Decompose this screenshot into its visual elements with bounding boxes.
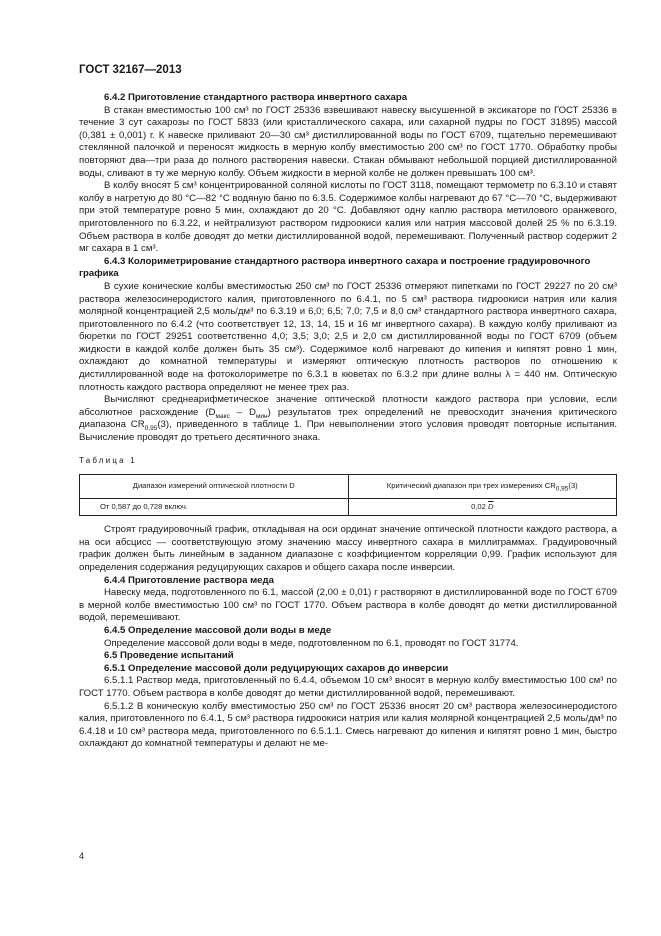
paragraph-6-4-5: Определение массовой доли воды в меде, подготовленном по 6.1, проводят по ГОСТ 31774.	[104, 637, 519, 649]
page-number: 4	[79, 851, 85, 861]
subscript-cr: 0,95	[144, 425, 158, 433]
page-header: ГОСТ 32167—2013	[79, 64, 182, 76]
subscript-cr-table: 0,95	[555, 485, 569, 493]
paragraph-6-4-3-c: Строят градуировочный график, откладывая на оси ординат значение оптической плотности каждого раствора, а на оси абсцисс — соответствующую этому значению массу инвертного сахара в миллиграммах. Градуировочный график должен быть линейным в заданном диапазоне с коэффициентом корреляции 0,99. График используют для определения содержания редуцирующих сахаров и общего сахара после инверсии.	[79, 524, 617, 573]
text-fragment: 0,02	[471, 501, 488, 511]
text-fragment: Вычисляют среднеарифметическое значение оптической плотности каждого раствора при условии, если абсолютное расхождение (D	[79, 394, 617, 418]
table-cell-critical	[348, 499, 617, 516]
paragraph-6-5-1-1: 6.5.1.1 Раствор меда, приготовленный по 6.4.4, объемом 10 см³ вносят в мерную колбу вместимостью 100 см³ по ГОСТ 1770. Объем раствора в колбе доводят до метки дистиллированной водой, перемешивают.	[79, 675, 617, 699]
section-title-6-4-3: 6.4.3 Колориметрирование стандартного раствора инвертного сахара и построение градуировочного графика	[79, 255, 591, 280]
section-title-6-5: 6.5 Проведение испытаний	[104, 650, 234, 662]
subscript-max: макс	[215, 412, 230, 420]
paragraph-6-4-4: Навеску меда, подготовленного по 6.1, массой (2,00 ± 0,01) г растворяют в дистиллированной воде по ГОСТ 6709 в мерной колбе вместимостью 100 см³ по ГОСТ 1770. Объем раствора в колбе доводят до метки дистиллированной водой, перемешивают.	[79, 587, 617, 624]
paragraph-6-4-3-b	[79, 394, 617, 444]
table-row	[80, 499, 617, 516]
paragraph-6-4-3-a: В сухие конические колбы вместимостью 250 см³ по ГОСТ 25336 отмеряют пипетками по ГОСТ 29227 по 20 см³ раствора железосинеродистого калия, приготовленного по 6.4.1, по 5 см³ раствора гидроокиси натрия или калия молярной концентрацией 2,5 моль/дм³ по 6.3.19 и 6,0; 6,5; 7,0; 7,5 и 8,0 см³ стандартного раствора инвертного сахара, приготовленного по 6.4.2 (что соответствует 12, 13, 14, 15 и 16 мг инвертного сахара). В каждую колбу приливают из бюретки по ГОСТ 29251 соответственно 4,0; 3,5; 3,0; 2,5 и 2,0 см дистиллированной воды по ГОСТ 6709 (объем жидкости в каждой колбе должен быть 35 см³). Содержимое колб нагревают до кипения и кипятят ровно 1 мин, охлаждают до комнатной температуры и измеряют оптическую плотность растворов по отношению к дистиллированной воде на фотоколориметре по 6.3.1 в кюветах по 6.3.2 при длине волны λ = 440 нм. Оптическую плотность каждого раствора определяют не менее трех раз.	[79, 280, 617, 393]
table-caption: Таблица 1	[79, 455, 137, 465]
table-cell-range: От 0,587 до 0,728 включ.	[80, 499, 349, 516]
text-fragment: (3)	[568, 481, 578, 491]
section-title-6-4-4: 6.4.4 Приготовление раствора меда	[104, 574, 274, 586]
text-fragment: – D	[229, 406, 256, 418]
paragraph-6-4-2-a: В стакан вместимостью 100 см³ по ГОСТ 25336 взвешивают навеску высушенной в эксикаторе по ГОСТ 25336 в течение 3 сут сахарозы по ГОСТ 5833 (или кристаллического сахара, или сахарной пудры по ГОСТ 31895) массой (0,381 ± 0,001) г. К навеске приливают 20—30 см³ дистиллированной воды по ГОСТ 6709, тщательно перемешивают стеклянной палочкой и переносят жидкость в мерную колбу вместимостью 200 см³ по ГОСТ 1770. Обработку пробы повторяют два—три раза до полного растворения навески. Стакан обмывают небольшой порцией дистиллированной воды, сливают в ту же мерную колбу. Объем жидкости в мерной колбе не должен превышать 100 см³.	[79, 104, 617, 179]
text-fragment: (3), приведенного в таблице 1. При невыполнении этого условия проводят повторные испытания. Вычисление проводят до третьего десятичного знака.	[79, 419, 618, 444]
document-body	[79, 92, 617, 751]
critical-range-table	[79, 474, 617, 516]
table-header-range: Диапазон измерений оптической плотности D	[80, 475, 349, 499]
text-fragment: ) результатов трех определений не превосходит значения критического диапазона CR	[79, 406, 617, 431]
subscript-min: мин	[255, 412, 268, 420]
paragraph-6-4-2-b: В колбу вносят 5 см³ концентрированной соляной кислоты по ГОСТ 3118, помещают термометр по 6.3.10 и ставят колбу в нагретую до 80 °С—82 °С водяную баню по 6.3.5. Содержимое колбы нагревают до 67 °С—70 °С, выдерживают при этой температуре ровно 5 мин, охлаждают до 20 °С. Добавляют одну каплю раствора метилового оранжевого, приготовленного по 6.3.22, и нейтрализуют раствором гидроокиси калия или натрия массовой долей 25 % по 6.3.19. Объем раствора в колбе доводят до метки дистиллированной водой, перемешивают. Полученный раствор содержит 2 мг сахара в 1 см³.	[79, 180, 617, 255]
table-header-row	[80, 475, 617, 499]
section-title-6-5-1: 6.5.1 Определение массовой доли редуцирующих сахаров до инверсии	[104, 662, 449, 674]
paragraph-6-5-1-2: 6.5.1.2 В коническую колбу вместимостью 250 см³ по ГОСТ 25336 вносят 20 см³ раствора железосинеродистого калия, приготовленного по 6.4.1, 5 см³ раствора гидроокиси натрия или калия молярной концентрацией 2,5 моль/дм³ по 6.4.18 и 10 см³ раствора меда, приготовленного по 6.5.1.1. Смесь нагревают до кипения и кипятят ровно 1 мин, быстро охлаждают до комнатной температуры и делают не ме-	[79, 700, 617, 750]
section-title-6-4-2: 6.4.2 Приготовление стандартного раствора инвертного сахара	[104, 92, 408, 103]
section-title-6-4-5: 6.4.5 Определение массовой доли воды в меде	[104, 624, 332, 636]
mean-d-symbol: $\overline{D}$	[487, 501, 494, 511]
text-fragment: Критический диапазон при трех измерениях CR	[386, 481, 556, 491]
table-header-critical	[348, 475, 617, 499]
